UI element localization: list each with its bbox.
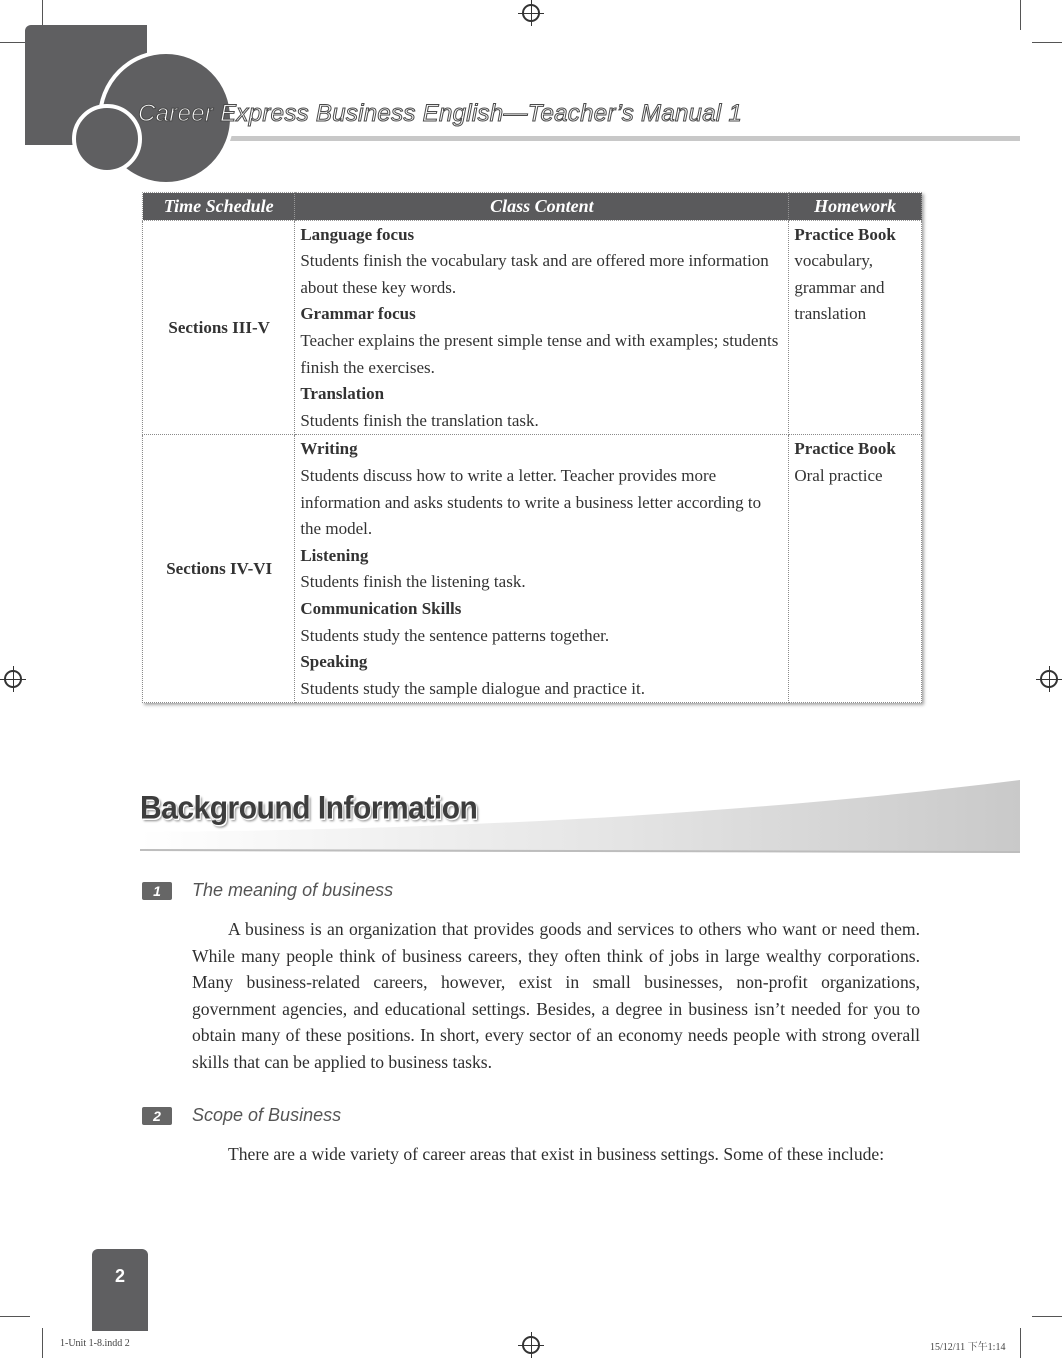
content-text: Students finish the vocabulary task and are offered more information about these key words. xyxy=(300,251,769,297)
date-slug: 15/12/11 下午1:14 xyxy=(930,1342,1006,1353)
content-text: Students discuss how to write a letter. Teacher provides more information and asks students to write a business letter according to the model. xyxy=(300,465,762,539)
content-text: Teacher explains the present simple tense and with examples; students finish the exercises. xyxy=(300,330,779,377)
content-heading: Language focus xyxy=(300,224,415,244)
header-class-content: Class Content xyxy=(295,193,789,221)
content-heading: Speaking xyxy=(300,652,368,672)
item-number-badge: 2 xyxy=(142,1107,172,1125)
crop-mark xyxy=(1032,1316,1062,1317)
schedule-table xyxy=(142,192,922,703)
table-row xyxy=(143,435,922,703)
crop-mark xyxy=(42,1328,43,1358)
registration-mark xyxy=(522,1336,540,1354)
crop-mark xyxy=(1032,42,1062,43)
item-paragraph: There are a wide variety of career areas that exist in business settings. Some of these include: xyxy=(228,1144,885,1164)
content-text: Students study the sentence patterns together. xyxy=(300,625,610,645)
homework-cell xyxy=(789,435,922,703)
page-tab xyxy=(92,1249,148,1331)
running-title: Career Express Business English—Teacher’s Manual 1 xyxy=(138,100,743,127)
content-text: Students finish the translation task. xyxy=(300,410,539,430)
registration-mark xyxy=(4,670,22,688)
header-rule xyxy=(120,136,1020,141)
section-cell: Sections IV-VI xyxy=(143,435,295,703)
content-heading: Communication Skills xyxy=(300,598,462,618)
homework-cell xyxy=(789,220,922,435)
table-header-row xyxy=(143,193,922,221)
item-heading: The meaning of business xyxy=(192,880,394,900)
header-homework: Homework xyxy=(789,193,922,221)
homework-text: vocabulary, grammar and translation xyxy=(794,251,885,324)
header-circle-small xyxy=(72,104,142,174)
item-heading: Scope of Business xyxy=(192,1105,342,1125)
page-number: 2 xyxy=(114,1266,125,1286)
item-paragraph: A business is an organization that provides goods and services to others who want or need them. While many people think of business careers, they often think of jobs in large wealthy corporations. Many business-related careers, however, exist in small businesses, non-profit organizations, government agencies, and educational settings. Besides, a degree in business isn’t needed for you to obtain many of these positions. In short, every sector of an economy needs people with strong overall skills that can be applied to business tasks. xyxy=(192,919,920,1072)
content-heading: Writing xyxy=(300,439,358,459)
crop-mark xyxy=(1020,1328,1021,1358)
content-heading: Listening xyxy=(300,545,369,565)
header-time-schedule: Time Schedule xyxy=(143,193,295,221)
crop-mark xyxy=(1020,0,1021,30)
content-heading: Grammar focus xyxy=(300,304,416,324)
content-heading: Translation xyxy=(300,384,385,404)
content-cell xyxy=(295,435,789,703)
section-cell: Sections III-V xyxy=(143,220,295,435)
homework-title: Practice Book xyxy=(794,224,896,244)
homework-text: Oral practice xyxy=(794,465,883,485)
crop-mark xyxy=(0,1316,30,1317)
item-number-badge: 1 xyxy=(142,882,172,900)
table-row xyxy=(143,220,922,435)
content-cell xyxy=(295,220,789,435)
content-text: Students study the sample dialogue and practice it. xyxy=(300,678,645,698)
homework-title: Practice Book xyxy=(794,439,896,459)
registration-mark xyxy=(1040,670,1058,688)
file-slug: 1-Unit 1-8.indd 2 xyxy=(60,1338,130,1349)
content-text: Students finish the listening task. xyxy=(300,572,526,592)
registration-mark xyxy=(522,4,540,22)
section-title: Background Information xyxy=(140,790,478,827)
